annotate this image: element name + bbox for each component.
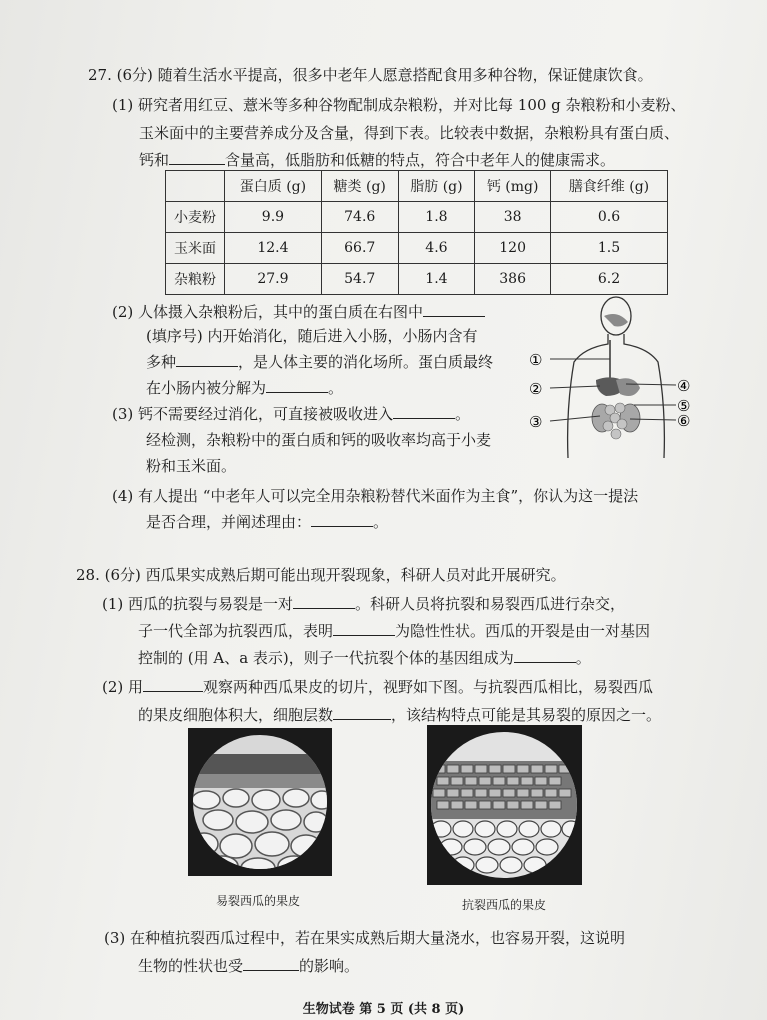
q28-stem: 28. (6分) 西瓜果实成熟后期可能出现开裂现象，科研人员对此开展研究。 <box>76 566 566 584</box>
q28-part2-line1: (2) 用 观察两种西瓜果皮的切片，视野如下图。与抗裂西瓜相比，易裂西瓜 <box>102 678 654 696</box>
q28-part1-line1: (1) 西瓜的抗裂与易裂是一对 。科研人员将抗裂和易裂西瓜进行杂交， <box>102 595 626 613</box>
q27-part3-line1: (3) 钙不需要经过消化，可直接被吸收进入 。 <box>112 405 471 423</box>
answer-blank[interactable] <box>243 956 299 971</box>
caption-fissure-resistant: 抗裂西瓜的果皮 <box>462 898 547 912</box>
q28-part2-line2: 的果皮细胞体积大，细胞层数 ，该结构特点可能是其易裂的原因之一。 <box>138 706 662 724</box>
body-left-outline <box>568 334 608 458</box>
answer-blank[interactable] <box>333 705 391 720</box>
answer-blank[interactable] <box>311 512 373 527</box>
q27-part2-line4: 在小肠内被分解为 。 <box>146 379 344 397</box>
page-footer: 生物试卷 第 5 页 (共 8 页) <box>302 1002 465 1017</box>
q27-stem: 27. (6分) 随着生活水平提高，很多中老年人愿意搭配食用多种谷物，保证健康饮食。 <box>88 66 653 84</box>
answer-blank[interactable] <box>514 648 576 663</box>
body-right-outline <box>624 334 664 458</box>
label-3: ③ <box>529 413 543 431</box>
q27-part1-line2: 玉米面中的主要营养成分及含量，得到下表。比较表中数据，杂粮粉具有蛋白质、 <box>139 124 680 142</box>
q28-part1-line2: 子一代全部为抗裂西瓜，表明 为隐性性状。西瓜的开裂是由一对基因 <box>138 622 651 640</box>
answer-blank[interactable] <box>143 677 203 692</box>
q28-part1-line3: 控制的 (用 A、a 表示)，则子一代抗裂个体的基因组成为 。 <box>138 649 591 667</box>
table-header-row: 蛋白质 (g) 糖类 (g) 脂肪 (g) 钙 (mg) 膳食纤维 (g) <box>166 171 668 202</box>
caption-fissure-prone: 易裂西瓜的果皮 <box>216 894 301 908</box>
label-6: ⑥ <box>677 412 691 430</box>
label-5: ⑤ <box>677 397 691 415</box>
q28-part3-line2: 生物的性状也受 的影响。 <box>138 957 360 975</box>
answer-blank[interactable] <box>423 302 485 317</box>
q27-part2-line3: 多种 ，是人体主要的消化场所。蛋白质最终 <box>146 353 494 371</box>
q27-part2-line1: (2) 人体摄入杂粮粉后，其中的蛋白质在右图中 <box>112 302 485 322</box>
answer-blank[interactable] <box>333 621 395 636</box>
q27-part3-line3: 粉和玉米面。 <box>146 457 237 475</box>
micrograph-fissure-prone-rind <box>188 728 332 876</box>
pointer-line-2 <box>550 386 600 388</box>
q28-part3-line1: (3) 在种植抗裂西瓜过程中，若在果实成熟后期大量浇水，也容易开裂，这说明 <box>104 929 626 947</box>
stomach <box>616 378 640 396</box>
q27-part4-line1: (4) 有人提出 “中老年人可以完全用杂粮粉替代米面作为主食”，你认为这一提法 <box>112 487 639 505</box>
mouth-cavity <box>604 314 628 327</box>
q27-part1-line3: 钙和 含量高，低脂肪和低糖的特点，符合中老年人的健康需求。 <box>139 151 616 169</box>
answer-blank[interactable] <box>293 594 355 609</box>
q27-part1-line1: (1) 研究者用红豆、薏米等多种谷物配制成杂粮粉，并对比每 100 g 杂粮粉和小麦粉、 <box>112 96 686 114</box>
nutrition-table <box>165 170 668 295</box>
table-row: 玉米面 12.4 66.7 4.6 120 1.5 <box>166 233 668 264</box>
answer-blank[interactable] <box>266 378 328 393</box>
answer-blank[interactable] <box>393 404 455 419</box>
answer-blank[interactable] <box>169 150 225 165</box>
q27-part4-line2: 是否合理，并阐述理由： 。 <box>146 513 389 531</box>
q27-part2-line2: (填序号) 内开始消化，随后进入小肠，小肠内含有 <box>146 327 478 345</box>
label-1: ① <box>529 351 543 369</box>
micrograph-fissure-resistant-rind <box>427 725 582 885</box>
label-4: ④ <box>677 377 691 395</box>
table-row: 杂粮粉 27.9 54.7 1.4 386 6.2 <box>166 264 668 295</box>
answer-blank[interactable] <box>176 352 238 367</box>
label-2: ② <box>529 380 543 398</box>
table-row: 小麦粉 9.9 74.6 1.8 38 0.6 <box>166 202 668 233</box>
q27-part3-line2: 经检测，杂粮粉中的蛋白质和钙的吸收率均高于小麦 <box>146 431 492 449</box>
digestive-system-diagram <box>522 288 704 470</box>
